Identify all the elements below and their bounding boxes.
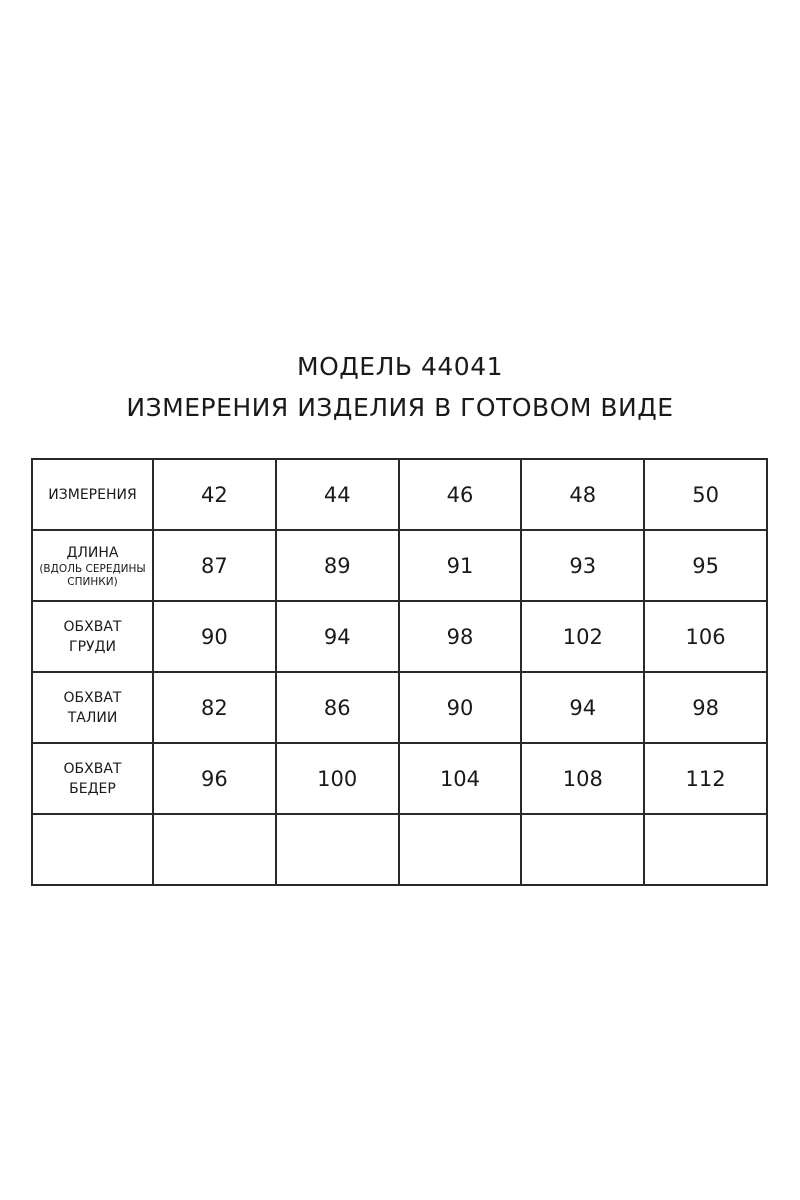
empty-table-row [32,814,767,885]
table-row [32,743,767,814]
row-label-waist [32,672,153,743]
row-label-line2: ТАЛИИ [67,709,118,726]
value-cell: 87 [153,530,276,601]
value-cell: 98 [399,601,522,672]
value-cell: 104 [399,743,522,814]
size-header-cell: 48 [521,459,644,530]
value-cell: 89 [276,530,399,601]
table-header-row [32,459,767,530]
row-label-hips [32,743,153,814]
row-label-line1: ОБХВАТ [63,760,122,777]
value-cell: 86 [276,672,399,743]
value-cell: 108 [521,743,644,814]
empty-cell [153,814,276,885]
empty-cell [521,814,644,885]
value-cell: 100 [276,743,399,814]
row-label-line2: БЕДЕР [69,780,116,797]
value-cell: 91 [399,530,522,601]
row-label-sub: (ВДОЛЬ СЕРЕДИНЫ СПИНКИ) [39,562,146,588]
value-cell: 94 [276,601,399,672]
row-label-length [32,530,153,601]
value-cell: 112 [644,743,767,814]
header-label-cell: ИЗМЕРЕНИЯ [32,459,153,530]
empty-cell [276,814,399,885]
value-cell: 90 [153,601,276,672]
model-title: МОДЕЛЬ 44041 [297,352,503,381]
size-header-cell: 50 [644,459,767,530]
value-cell: 106 [644,601,767,672]
size-header-cell: 44 [276,459,399,530]
size-header-cell: 42 [153,459,276,530]
row-label-line2: ГРУДИ [69,638,116,655]
size-header-cell: 46 [399,459,522,530]
value-cell: 102 [521,601,644,672]
table-row [32,530,767,601]
empty-cell [644,814,767,885]
page-subtitle: ИЗМЕРЕНИЯ ИЗДЕЛИЯ В ГОТОВОМ ВИДЕ [126,393,674,422]
value-cell: 94 [521,672,644,743]
value-cell: 82 [153,672,276,743]
measurements-table [31,458,768,886]
empty-cell [399,814,522,885]
row-label-line1: ОБХВАТ [63,689,122,706]
table-row [32,672,767,743]
row-label-main: ДЛИНА [66,544,119,561]
value-cell: 95 [644,530,767,601]
value-cell: 98 [644,672,767,743]
table-row [32,601,767,672]
value-cell: 96 [153,743,276,814]
value-cell: 90 [399,672,522,743]
row-label-chest [32,601,153,672]
empty-cell [32,814,153,885]
row-label-line1: ОБХВАТ [63,618,122,635]
value-cell: 93 [521,530,644,601]
